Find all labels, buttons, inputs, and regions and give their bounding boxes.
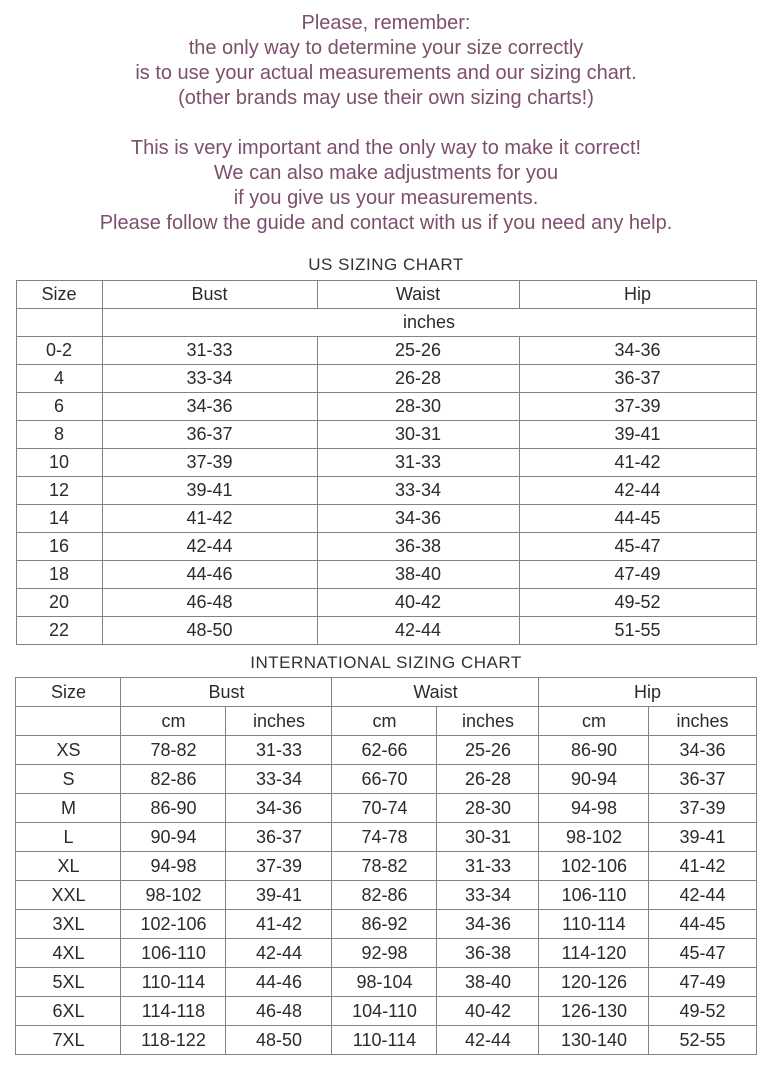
cell-bust-inches: 42-44 — [226, 939, 332, 968]
cell-bust: 36-37 — [102, 421, 317, 449]
table-row — [16, 852, 756, 881]
unit-label-cell: inches — [649, 707, 756, 736]
unit-label-cell: cm — [121, 707, 226, 736]
cell-hip-inches: 37-39 — [649, 794, 756, 823]
intl-chart-title: INTERNATIONAL SIZING CHART — [250, 653, 522, 672]
table-row — [16, 533, 756, 561]
cell-hip-cm: 86-90 — [539, 736, 649, 765]
cell-size: 6 — [16, 393, 102, 421]
table-row — [16, 589, 756, 617]
cell-bust-inches: 33-34 — [226, 765, 332, 794]
cell-waist: 25-26 — [317, 337, 519, 365]
cell-size: 4 — [16, 365, 102, 393]
table-row — [16, 968, 756, 997]
cell-waist: 28-30 — [317, 393, 519, 421]
column-header-bust: Bust — [102, 281, 317, 309]
us-sizing-table — [16, 280, 757, 645]
cell-bust: 44-46 — [102, 561, 317, 589]
intro-line: the only way to determine your size correctly — [188, 37, 584, 59]
cell-size: XXL — [16, 881, 121, 910]
cell-hip-cm: 106-110 — [539, 881, 649, 910]
intro-line: (other brands may use their own sizing charts!) — [178, 87, 594, 109]
cell-bust-inches: 34-36 — [226, 794, 332, 823]
cell-size: L — [16, 823, 121, 852]
cell-hip-inches: 47-49 — [649, 968, 756, 997]
cell-size: 0-2 — [16, 337, 102, 365]
cell-hip-inches: 52-55 — [649, 1026, 756, 1055]
cell-waist: 30-31 — [317, 421, 519, 449]
column-header-waist: Waist — [332, 678, 539, 707]
cell-waist: 42-44 — [317, 617, 519, 645]
cell-bust-inches: 37-39 — [226, 852, 332, 881]
cell-hip-cm: 102-106 — [539, 852, 649, 881]
intro-paragraph-reminder — [0, 0, 772, 111]
cell-waist-cm: 62-66 — [332, 736, 437, 765]
cell-bust: 39-41 — [102, 477, 317, 505]
us-chart-title: US SIZING CHART — [308, 255, 464, 274]
cell-waist-cm: 86-92 — [332, 910, 437, 939]
column-header-size: Size — [16, 281, 102, 309]
cell-hip: 49-52 — [519, 589, 756, 617]
empty-cell — [16, 309, 102, 337]
intro-line: Please, remember: — [301, 12, 471, 34]
cell-waist: 36-38 — [317, 533, 519, 561]
cell-bust: 37-39 — [102, 449, 317, 477]
cell-bust-cm: 114-118 — [121, 997, 226, 1026]
cell-hip-cm: 114-120 — [539, 939, 649, 968]
table-row — [16, 910, 756, 939]
cell-hip-cm: 110-114 — [539, 910, 649, 939]
cell-bust-inches: 41-42 — [226, 910, 332, 939]
cell-bust-cm: 102-106 — [121, 910, 226, 939]
cell-waist-inches: 36-38 — [437, 939, 539, 968]
table-row — [16, 765, 756, 794]
intro-line: is to use your actual measurements and our sizing chart. — [135, 62, 637, 84]
cell-size: 22 — [16, 617, 102, 645]
cell-bust-cm: 78-82 — [121, 736, 226, 765]
cell-hip-cm: 120-126 — [539, 968, 649, 997]
unit-label-cell: cm — [539, 707, 649, 736]
cell-size: 20 — [16, 589, 102, 617]
cell-waist: 26-28 — [317, 365, 519, 393]
cell-bust-cm: 98-102 — [121, 881, 226, 910]
cell-size: 10 — [16, 449, 102, 477]
cell-bust-cm: 94-98 — [121, 852, 226, 881]
cell-waist-inches: 30-31 — [437, 823, 539, 852]
unit-label-cell: cm — [332, 707, 437, 736]
table-row — [16, 997, 756, 1026]
cell-waist-inches: 34-36 — [437, 910, 539, 939]
cell-waist-inches: 25-26 — [437, 736, 539, 765]
cell-waist-cm: 66-70 — [332, 765, 437, 794]
cell-bust-cm: 86-90 — [121, 794, 226, 823]
cell-bust-inches: 36-37 — [226, 823, 332, 852]
cell-bust-inches: 39-41 — [226, 881, 332, 910]
cell-size: XL — [16, 852, 121, 881]
unit-label-cell: inches — [437, 707, 539, 736]
cell-waist: 34-36 — [317, 505, 519, 533]
cell-waist-cm: 110-114 — [332, 1026, 437, 1055]
cell-waist-inches: 26-28 — [437, 765, 539, 794]
intro-line: if you give us your measurements. — [233, 187, 539, 209]
cell-waist-inches: 31-33 — [437, 852, 539, 881]
cell-hip: 47-49 — [519, 561, 756, 589]
cell-waist-cm: 82-86 — [332, 881, 437, 910]
cell-hip-inches: 45-47 — [649, 939, 756, 968]
cell-hip: 42-44 — [519, 477, 756, 505]
cell-hip-cm: 94-98 — [539, 794, 649, 823]
cell-bust: 33-34 — [102, 365, 317, 393]
cell-size: M — [16, 794, 121, 823]
cell-waist-cm: 78-82 — [332, 852, 437, 881]
table-row — [16, 736, 756, 765]
cell-hip: 44-45 — [519, 505, 756, 533]
table-row — [16, 1026, 756, 1055]
cell-waist-cm: 70-74 — [332, 794, 437, 823]
table-header-row — [16, 281, 756, 309]
cell-size: XS — [16, 736, 121, 765]
cell-hip-inches: 39-41 — [649, 823, 756, 852]
column-header-bust: Bust — [121, 678, 332, 707]
column-header-hip: Hip — [539, 678, 756, 707]
table-row — [16, 794, 756, 823]
cell-hip-inches: 41-42 — [649, 852, 756, 881]
column-header-size: Size — [16, 678, 121, 707]
cell-bust-cm: 110-114 — [121, 968, 226, 997]
cell-size: 7XL — [16, 1026, 121, 1055]
cell-bust-cm: 90-94 — [121, 823, 226, 852]
unit-row — [16, 707, 756, 736]
empty-cell — [16, 707, 121, 736]
cell-hip: 41-42 — [519, 449, 756, 477]
cell-bust-inches: 46-48 — [226, 997, 332, 1026]
unit-label-cell: inches — [226, 707, 332, 736]
cell-waist-cm: 74-78 — [332, 823, 437, 852]
table-row — [16, 823, 756, 852]
cell-size: 14 — [16, 505, 102, 533]
cell-bust-cm: 82-86 — [121, 765, 226, 794]
intro-paragraph-important — [0, 136, 772, 236]
cell-size: 4XL — [16, 939, 121, 968]
cell-hip-cm: 90-94 — [539, 765, 649, 794]
cell-bust-cm: 106-110 — [121, 939, 226, 968]
international-sizing-table — [15, 677, 756, 1055]
cell-waist-inches: 33-34 — [437, 881, 539, 910]
cell-hip-cm: 130-140 — [539, 1026, 649, 1055]
cell-waist-inches: 40-42 — [437, 997, 539, 1026]
unit-row — [16, 309, 756, 337]
cell-size: 6XL — [16, 997, 121, 1026]
table-row — [16, 337, 756, 365]
table-header-row — [16, 678, 756, 707]
cell-waist: 40-42 — [317, 589, 519, 617]
cell-size: 5XL — [16, 968, 121, 997]
table-row — [16, 881, 756, 910]
cell-hip: 39-41 — [519, 421, 756, 449]
cell-hip-inches: 42-44 — [649, 881, 756, 910]
cell-hip: 34-36 — [519, 337, 756, 365]
cell-hip-inches: 44-45 — [649, 910, 756, 939]
table-row — [16, 421, 756, 449]
table-row — [16, 939, 756, 968]
unit-label-cell: inches — [102, 309, 756, 337]
cell-waist-inches: 38-40 — [437, 968, 539, 997]
table-row — [16, 505, 756, 533]
table-row — [16, 449, 756, 477]
cell-hip-cm: 98-102 — [539, 823, 649, 852]
cell-waist: 31-33 — [317, 449, 519, 477]
cell-bust-cm: 118-122 — [121, 1026, 226, 1055]
cell-hip: 36-37 — [519, 365, 756, 393]
cell-bust: 46-48 — [102, 589, 317, 617]
cell-hip: 37-39 — [519, 393, 756, 421]
table-row — [16, 393, 756, 421]
table-row — [16, 617, 756, 645]
cell-waist: 38-40 — [317, 561, 519, 589]
table-row — [16, 477, 756, 505]
cell-bust: 42-44 — [102, 533, 317, 561]
cell-size: 16 — [16, 533, 102, 561]
intro-line: This is very important and the only way to make it correct! — [130, 137, 642, 159]
cell-hip-cm: 126-130 — [539, 997, 649, 1026]
cell-size: 12 — [16, 477, 102, 505]
cell-waist: 33-34 — [317, 477, 519, 505]
cell-size: 3XL — [16, 910, 121, 939]
column-header-hip: Hip — [519, 281, 756, 309]
intro-line: Please follow the guide and contact with us if you need any help. — [99, 212, 673, 234]
cell-size: 8 — [16, 421, 102, 449]
cell-size: 18 — [16, 561, 102, 589]
cell-hip: 51-55 — [519, 617, 756, 645]
cell-bust-inches: 48-50 — [226, 1026, 332, 1055]
cell-bust: 48-50 — [102, 617, 317, 645]
cell-bust-inches: 44-46 — [226, 968, 332, 997]
cell-bust: 31-33 — [102, 337, 317, 365]
cell-hip-inches: 34-36 — [649, 736, 756, 765]
intro-line: We can also make adjustments for you — [213, 162, 559, 184]
cell-bust: 34-36 — [102, 393, 317, 421]
cell-hip-inches: 36-37 — [649, 765, 756, 794]
column-header-waist: Waist — [317, 281, 519, 309]
cell-waist-cm: 92-98 — [332, 939, 437, 968]
cell-waist-inches: 42-44 — [437, 1026, 539, 1055]
cell-bust: 41-42 — [102, 505, 317, 533]
cell-waist-cm: 104-110 — [332, 997, 437, 1026]
cell-hip: 45-47 — [519, 533, 756, 561]
table-row — [16, 561, 756, 589]
cell-bust-inches: 31-33 — [226, 736, 332, 765]
cell-size: S — [16, 765, 121, 794]
table-row — [16, 365, 756, 393]
intro-note — [0, 0, 772, 236]
cell-hip-inches: 49-52 — [649, 997, 756, 1026]
cell-waist-inches: 28-30 — [437, 794, 539, 823]
cell-waist-cm: 98-104 — [332, 968, 437, 997]
